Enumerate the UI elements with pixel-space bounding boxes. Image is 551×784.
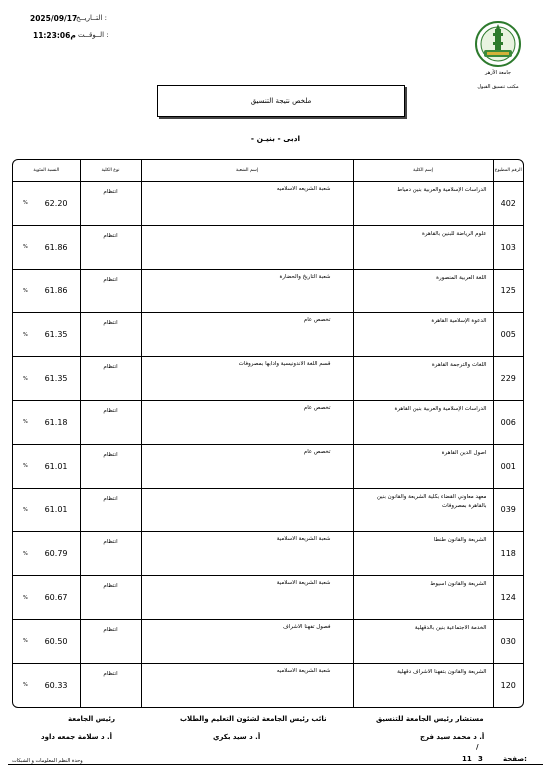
results-table-frame [12, 159, 524, 708]
row-division: شعبة الشريعه الاسلاميه [141, 182, 353, 226]
row-percent-sign: % [23, 594, 28, 601]
row-percent-cell [13, 576, 80, 620]
header-code: الرقم المطبوع [493, 160, 523, 182]
results-table [13, 160, 523, 708]
page-label: صفحة: [503, 755, 527, 763]
row-code: 005 [493, 313, 523, 357]
table-row [13, 576, 523, 620]
table-header-row [13, 160, 523, 182]
university-name: جامعة الأزهر [484, 70, 512, 76]
row-division: فصول تفهنا الاشراف [141, 619, 353, 663]
row-code: 103 [493, 225, 523, 269]
row-type: انتظام [80, 532, 141, 576]
row-faculty: الدعوة الإسلامية القاهرة [353, 313, 493, 357]
table-row [13, 313, 523, 357]
row-code: 030 [493, 619, 523, 663]
row-percent-sign: % [23, 506, 28, 513]
row-division: شعبة الشريعة الاسلاميه [141, 663, 353, 707]
page-slash: / [476, 743, 479, 751]
row-type [80, 707, 141, 708]
table-row [13, 269, 523, 313]
sig-coordinator-title: مستشار رئيس الجامعة للتنسيق [376, 715, 484, 723]
row-percent: 61.86 [44, 242, 68, 252]
row-division: تخصص عام [141, 313, 353, 357]
row-percent-sign: % [23, 638, 28, 645]
row-percent-cell [13, 182, 80, 226]
row-percent-cell [13, 313, 80, 357]
row-type: انتظام [80, 400, 141, 444]
date-value: 2025/09/17 [30, 14, 78, 23]
row-percent-cell [13, 488, 80, 532]
row-percent-cell [13, 400, 80, 444]
row-type: انتظام [80, 225, 141, 269]
row-type: انتظام [80, 269, 141, 313]
row-code: 039 [493, 488, 523, 532]
row-division: شعبة التاريخ والحضارة [141, 269, 353, 313]
row-code: 120 [493, 663, 523, 707]
row-division [141, 488, 353, 532]
row-division [141, 225, 353, 269]
row-percent: 61.18 [44, 417, 68, 427]
row-percent-wrap [13, 637, 80, 646]
row-percent-cell [13, 663, 80, 707]
row-percent-wrap [13, 681, 80, 690]
row-percent-sign: % [23, 375, 28, 382]
department-name: وحدة النظم المعلومات و الشبكات [12, 758, 83, 764]
row-faculty: معهد معاوني القضاء بكلية الشريعة والقانون بنين بالقاهرة بمصروفات [353, 488, 493, 532]
row-faculty: الخدمة الاجتماعية بنين بالدقهلية [353, 619, 493, 663]
row-code: 124 [493, 576, 523, 620]
row-percent-wrap [13, 549, 80, 558]
page-current: 3 [478, 755, 483, 763]
row-type: انتظام [80, 619, 141, 663]
header-type: نوع الكلية [80, 160, 141, 182]
row-percent-sign: % [23, 287, 28, 294]
header-percent: النسبة المئوية [13, 160, 80, 182]
row-percent: 60.67 [44, 593, 68, 603]
row-type: انتظام [80, 182, 141, 226]
row-faculty: الدراسات الإسلامية والعربية بنين دمياط [353, 182, 493, 226]
table-row [13, 444, 523, 488]
sig-vice-president-name: أ. د سيد بكري [213, 733, 261, 741]
row-code: 125 [493, 269, 523, 313]
row-percent-wrap [13, 199, 80, 208]
header-faculty: إسم الكلية [353, 160, 493, 182]
row-type: انتظام [80, 444, 141, 488]
row-percent-wrap [13, 286, 80, 295]
header-division: إسم الشعبة [141, 160, 353, 182]
table-row [13, 707, 523, 708]
row-division: شعبة الشريعة الاسلامية [141, 532, 353, 576]
row-percent: 61.01 [44, 461, 68, 471]
table-row [13, 357, 523, 401]
row-type: انتظام [80, 357, 141, 401]
row-division: تخصص عام [141, 444, 353, 488]
row-percent-cell [13, 444, 80, 488]
row-percent-wrap [13, 505, 80, 514]
row-division: تخصص عام [141, 400, 353, 444]
row-code: 006 [493, 400, 523, 444]
row-percent-sign: % [23, 331, 28, 338]
row-percent-wrap [13, 330, 80, 339]
date-label: التــاريــخ : [76, 14, 107, 22]
row-percent: 60.33 [44, 680, 68, 690]
row-faculty: اللغة العربية المنصورة [353, 269, 493, 313]
row-faculty: اللغات والترجمة القاهرة [353, 357, 493, 401]
sig-coordinator-name: أ. د محمد سيد فرج [420, 733, 485, 741]
row-percent-cell [13, 269, 80, 313]
row-faculty: الشريعة والقانون طنطا [353, 532, 493, 576]
table-row [13, 400, 523, 444]
footer-divider [8, 764, 543, 765]
row-percent-sign: % [23, 550, 28, 557]
row-percent-sign: % [23, 244, 28, 251]
row-code: 118 [493, 532, 523, 576]
table-row [13, 663, 523, 707]
office-name: مكتب تنسيق القبول [477, 84, 519, 90]
row-percent-wrap [13, 593, 80, 602]
row-code: 001 [493, 444, 523, 488]
row-percent-wrap [13, 462, 80, 471]
university-logo-icon [474, 20, 522, 68]
row-faculty [353, 707, 493, 708]
table-row [13, 532, 523, 576]
page-total: 11 [462, 755, 472, 763]
row-faculty: علوم الرياضة للبنين بالقاهرة [353, 225, 493, 269]
report-title: ملخص نتيجة التنسيق [250, 97, 312, 105]
row-percent: 62.20 [44, 198, 68, 208]
row-type: انتظام [80, 488, 141, 532]
row-type: انتظام [80, 663, 141, 707]
row-faculty: الدراسات الإسلامية والعربية بنين القاهرة [353, 400, 493, 444]
row-division [141, 707, 353, 708]
row-percent: 60.79 [44, 549, 68, 559]
row-percent: 61.01 [44, 505, 68, 515]
report-title-box [157, 85, 405, 117]
row-faculty: الشريعة والقانون اسيوط [353, 576, 493, 620]
row-percent: 61.35 [44, 330, 68, 340]
time-value: 11:23:06م [33, 31, 76, 40]
row-faculty: اصول الدين القاهرة [353, 444, 493, 488]
table-row [13, 225, 523, 269]
table-row [13, 619, 523, 663]
row-percent: 60.50 [44, 636, 68, 646]
row-percent-cell [13, 707, 80, 708]
row-percent-wrap [13, 243, 80, 252]
table-row [13, 488, 523, 532]
row-percent-sign: % [23, 463, 28, 470]
row-percent-cell [13, 619, 80, 663]
row-code: 402 [493, 182, 523, 226]
row-percent: 61.86 [44, 286, 68, 296]
row-percent-sign: % [23, 682, 28, 689]
row-percent-wrap [13, 418, 80, 427]
row-division: قسم اللغة الاندونيسية وادابها بمصروفات [141, 357, 353, 401]
row-percent-wrap [13, 374, 80, 383]
row-faculty: الشريعة والقانون بتفهنا الاشراف دقهلية [353, 663, 493, 707]
sig-president-name: أ. د سلامة جمعه داود [41, 733, 113, 741]
row-percent-sign: % [23, 419, 28, 426]
row-percent: 61.35 [44, 374, 68, 384]
row-percent-sign: % [23, 200, 28, 207]
row-code [493, 707, 523, 708]
sig-president-title: رئيس الجامعة [68, 715, 116, 723]
row-code: 229 [493, 357, 523, 401]
row-type: انتظام [80, 313, 141, 357]
row-type: انتظام [80, 576, 141, 620]
row-percent-cell [13, 225, 80, 269]
table-row [13, 182, 523, 226]
report-subtitle: - ادبى - بنيـن [250, 134, 301, 143]
row-percent-cell [13, 357, 80, 401]
row-percent-cell [13, 532, 80, 576]
time-label: الــوقــت : [78, 31, 109, 39]
row-division: شعبة الشريعة الاسلامية [141, 576, 353, 620]
sig-vice-president-title: نائب رئيس الجامعة لشئون التعليم والطلاب [180, 715, 327, 723]
